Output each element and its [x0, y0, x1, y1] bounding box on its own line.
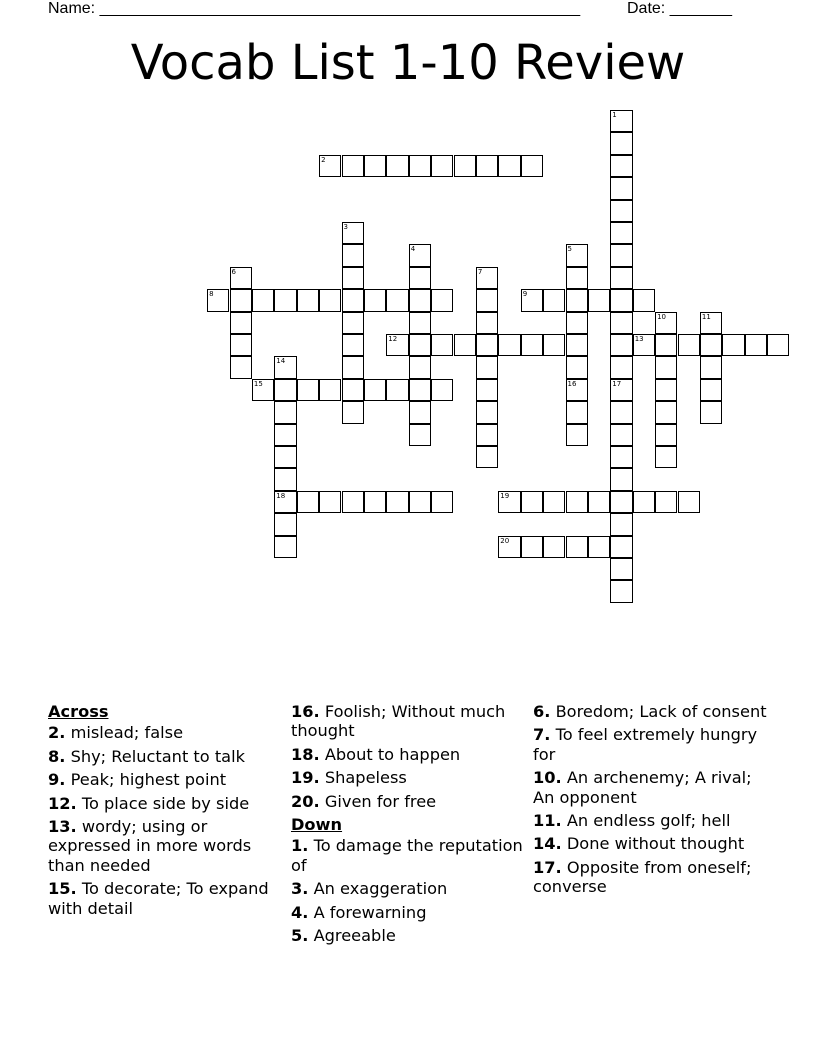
- grid-cell[interactable]: [319, 289, 341, 311]
- grid-cell[interactable]: [297, 491, 319, 513]
- grid-cell[interactable]: [521, 289, 543, 311]
- grid-cell[interactable]: [543, 334, 565, 356]
- clue-item: [291, 903, 523, 922]
- clue-item-text: A forewarning: [308, 902, 427, 922]
- grid-cell[interactable]: [610, 468, 632, 490]
- grid-cell[interactable]: [610, 267, 632, 289]
- grid-cell[interactable]: [342, 491, 364, 513]
- clue-item: [48, 723, 280, 742]
- clue-number: 20: [500, 536, 510, 545]
- clue-item-number: 12.: [48, 793, 77, 813]
- grid-cell[interactable]: [431, 289, 453, 311]
- clue-number: 5: [567, 245, 572, 254]
- grid-cell[interactable]: [655, 356, 677, 378]
- grid-cell[interactable]: [207, 289, 229, 311]
- grid-cell[interactable]: [566, 267, 588, 289]
- grid-cell[interactable]: [409, 379, 431, 401]
- grid-cell[interactable]: [364, 491, 386, 513]
- grid-cell[interactable]: [745, 334, 767, 356]
- clue-item-number: 4.: [291, 902, 309, 922]
- clue-item-text: Peak; highest point: [65, 770, 227, 790]
- grid-cell[interactable]: [633, 289, 655, 311]
- grid-cell[interactable]: [364, 289, 386, 311]
- grid-cell[interactable]: [476, 356, 498, 378]
- clue-number: 3: [343, 223, 348, 231]
- grid-cell[interactable]: [655, 379, 677, 401]
- clue-item-text: To damage the reputation of: [291, 836, 523, 875]
- grid-cell[interactable]: [566, 356, 588, 378]
- grid-cell[interactable]: [409, 491, 431, 513]
- clue-item-number: 2.: [48, 723, 66, 743]
- grid-cell[interactable]: [610, 244, 632, 266]
- clue-item-number: 19.: [291, 768, 320, 788]
- grid-cell[interactable]: [610, 155, 632, 177]
- name-field-label[interactable]: Name: ______________________________________________________: [48, 0, 581, 17]
- grid-cell[interactable]: [274, 468, 296, 490]
- grid-cell[interactable]: [700, 379, 722, 401]
- clue-item-number: 3.: [291, 879, 309, 899]
- grid-cell[interactable]: [431, 491, 453, 513]
- grid-cell[interactable]: [566, 401, 588, 423]
- grid-cell[interactable]: [566, 491, 588, 513]
- grid-cell[interactable]: [498, 536, 520, 558]
- grid-cell[interactable]: [610, 132, 632, 154]
- grid-cell[interactable]: [431, 379, 453, 401]
- clue-column-3: [533, 702, 769, 901]
- grid-cell[interactable]: [566, 424, 588, 446]
- clue-item: [48, 794, 280, 813]
- grid-cell[interactable]: [610, 491, 632, 513]
- grid-cell[interactable]: [543, 289, 565, 311]
- grid-cell[interactable]: [386, 491, 408, 513]
- clue-item-text: To decorate; To expand with detail: [48, 879, 269, 918]
- clue-item: [291, 926, 523, 945]
- clue-item-text: Done without thought: [561, 834, 745, 854]
- grid-cell[interactable]: [274, 424, 296, 446]
- grid-cell[interactable]: [610, 334, 632, 356]
- clue-number: 7: [477, 267, 483, 276]
- grid-cell[interactable]: [655, 446, 677, 468]
- clue-number: 4: [410, 245, 416, 254]
- grid-cell[interactable]: [498, 155, 520, 177]
- grid-cell[interactable]: [566, 312, 588, 334]
- clue-item: [291, 792, 523, 811]
- grid-cell[interactable]: [476, 267, 498, 289]
- clue-item-number: 10.: [533, 768, 562, 788]
- clue-number: 12: [388, 335, 398, 343]
- grid-cell[interactable]: [610, 580, 632, 602]
- grid-cell[interactable]: [252, 289, 274, 311]
- clue-item-text: To place side by side: [76, 793, 250, 813]
- clue-item-text: Agreeable: [308, 926, 396, 946]
- clue-item-text: An endless golf; hell: [561, 811, 731, 831]
- clue-item-number: 5.: [291, 926, 309, 946]
- grid-cell[interactable]: [498, 334, 520, 356]
- clue-item: [48, 879, 280, 918]
- grid-cell[interactable]: [342, 289, 364, 311]
- grid-cell[interactable]: [252, 379, 274, 401]
- grid-cell[interactable]: [566, 536, 588, 558]
- grid-cell[interactable]: [230, 289, 252, 311]
- grid-cell[interactable]: [386, 289, 408, 311]
- grid-cell[interactable]: [633, 334, 655, 356]
- grid-cell[interactable]: [566, 289, 588, 311]
- grid-cell[interactable]: [454, 334, 476, 356]
- grid-cell[interactable]: [409, 289, 431, 311]
- grid-cell[interactable]: [610, 446, 632, 468]
- clue-column-2: [291, 702, 523, 949]
- grid-cell[interactable]: [386, 379, 408, 401]
- grid-cell[interactable]: [342, 334, 364, 356]
- clue-number: 8: [209, 290, 214, 299]
- grid-cell[interactable]: [498, 491, 520, 513]
- grid-cell[interactable]: [319, 379, 341, 401]
- grid-cell[interactable]: [274, 289, 296, 311]
- grid-cell[interactable]: [274, 513, 296, 535]
- clue-item: [533, 702, 769, 721]
- grid-cell[interactable]: [633, 491, 655, 513]
- clue-item-text: An exaggeration: [308, 879, 448, 899]
- clue-item: [533, 858, 769, 897]
- clue-item-number: 14.: [533, 834, 562, 854]
- grid-cell[interactable]: [409, 244, 431, 266]
- grid-cell[interactable]: [409, 356, 431, 378]
- grid-cell[interactable]: [274, 356, 296, 378]
- grid-cell[interactable]: [588, 491, 610, 513]
- clue-item: [533, 768, 769, 807]
- grid-cell[interactable]: [409, 155, 431, 177]
- grid-cell[interactable]: [700, 401, 722, 423]
- grid-cell[interactable]: [476, 446, 498, 468]
- clue-item: [48, 817, 280, 875]
- clue-item: [48, 747, 280, 766]
- grid-cell[interactable]: [700, 334, 722, 356]
- grid-cell[interactable]: [655, 312, 677, 334]
- grid-cell[interactable]: [543, 491, 565, 513]
- clue-number: 9: [522, 290, 528, 299]
- clue-item-number: 13.: [48, 817, 77, 837]
- clue-number: 6: [231, 267, 236, 276]
- grid-cell[interactable]: [342, 379, 364, 401]
- grid-cell[interactable]: [319, 491, 341, 513]
- grid-cell[interactable]: [655, 424, 677, 446]
- clue-item-text: mislead; false: [65, 723, 184, 743]
- grid-cell[interactable]: [610, 222, 632, 244]
- clue-item-text: Given for free: [319, 791, 437, 811]
- clue-number: 14: [276, 357, 286, 366]
- grid-cell[interactable]: [588, 289, 610, 311]
- grid-cell[interactable]: [700, 356, 722, 378]
- grid-cell[interactable]: [521, 536, 543, 558]
- grid-cell[interactable]: [476, 379, 498, 401]
- grid-cell[interactable]: [476, 401, 498, 423]
- grid-cell[interactable]: [431, 334, 453, 356]
- grid-cell[interactable]: [342, 356, 364, 378]
- clue-item: [291, 745, 523, 764]
- clue-number: 11: [701, 312, 711, 321]
- clue-number: 15: [253, 379, 263, 388]
- grid-cell[interactable]: [342, 155, 364, 177]
- grid-cell[interactable]: [342, 244, 364, 266]
- grid-cell[interactable]: [364, 379, 386, 401]
- grid-cell[interactable]: [610, 558, 632, 580]
- grid-cell[interactable]: [566, 379, 588, 401]
- clue-item: [291, 702, 523, 741]
- grid-cell[interactable]: [431, 155, 453, 177]
- clue-column-1: [48, 702, 280, 922]
- clue-item-text: About to happen: [319, 744, 461, 764]
- grid-cell[interactable]: [610, 312, 632, 334]
- clue-number: 18: [276, 491, 286, 500]
- clue-item-text: Shapeless: [319, 768, 407, 788]
- grid-cell[interactable]: [274, 401, 296, 423]
- clue-item-number: 9.: [48, 770, 66, 790]
- grid-cell[interactable]: [678, 334, 700, 356]
- grid-cell[interactable]: [409, 312, 431, 334]
- grid-cell[interactable]: [722, 334, 744, 356]
- grid-cell[interactable]: [655, 491, 677, 513]
- clue-item-number: 16.: [291, 702, 320, 721]
- clue-item-number: 15.: [48, 879, 77, 899]
- grid-cell[interactable]: [409, 334, 431, 356]
- clue-item-number: 17.: [533, 857, 562, 877]
- clue-item-text: An archenemy; A rival; An opponent: [533, 768, 752, 807]
- grid-cell[interactable]: [297, 379, 319, 401]
- clue-item: [48, 770, 280, 789]
- clue-item-text: Foolish; Without much thought: [291, 702, 506, 741]
- clue-section-heading: Down: [291, 815, 343, 835]
- grid-cell[interactable]: [610, 401, 632, 423]
- grid-cell[interactable]: [274, 446, 296, 468]
- clue-section-heading: Across: [48, 702, 109, 721]
- grid-cell[interactable]: [274, 536, 296, 558]
- grid-cell[interactable]: [610, 289, 632, 311]
- grid-cell[interactable]: [610, 379, 632, 401]
- clue-item: [291, 836, 523, 875]
- grid-cell[interactable]: [274, 491, 296, 513]
- grid-cell[interactable]: [521, 491, 543, 513]
- grid-cell[interactable]: [386, 155, 408, 177]
- grid-cell[interactable]: [230, 356, 252, 378]
- grid-cell[interactable]: [230, 312, 252, 334]
- clue-item: [533, 811, 769, 830]
- clue-item-text: Shy; Reluctant to talk: [65, 746, 245, 766]
- grid-cell[interactable]: [678, 491, 700, 513]
- grid-cell[interactable]: [566, 244, 588, 266]
- clue-item-number: 7.: [533, 725, 551, 745]
- clue-item: [533, 834, 769, 853]
- grid-cell[interactable]: [588, 536, 610, 558]
- clue-item-number: 11.: [533, 811, 562, 831]
- grid-cell[interactable]: [655, 401, 677, 423]
- grid-cell[interactable]: [319, 155, 341, 177]
- grid-cell[interactable]: [342, 222, 364, 244]
- clue-item: [533, 725, 769, 764]
- clue-item-text: To feel extremely hungry for: [533, 725, 758, 764]
- grid-cell[interactable]: [610, 356, 632, 378]
- grid-cell[interactable]: [610, 536, 632, 558]
- clue-item-number: 8.: [48, 746, 66, 766]
- clue-item-number: 6.: [533, 702, 551, 721]
- grid-cell[interactable]: [454, 155, 476, 177]
- clue-number: 16: [567, 379, 577, 388]
- grid-cell[interactable]: [342, 401, 364, 423]
- grid-cell[interactable]: [297, 289, 319, 311]
- grid-cell[interactable]: [342, 267, 364, 289]
- grid-cell[interactable]: [566, 334, 588, 356]
- grid-cell[interactable]: [543, 536, 565, 558]
- grid-cell[interactable]: [476, 334, 498, 356]
- clue-item-text: Boredom; Lack of consent: [550, 702, 767, 721]
- grid-cell[interactable]: [610, 110, 632, 132]
- grid-cell[interactable]: [476, 312, 498, 334]
- grid-cell[interactable]: [409, 267, 431, 289]
- clue-item-number: 20.: [291, 791, 320, 811]
- clue-item-text: Opposite from oneself; converse: [533, 857, 752, 897]
- grid-cell[interactable]: [610, 424, 632, 446]
- grid-cell[interactable]: [476, 424, 498, 446]
- clue-item-text: wordy; using or expressed in more words than needed: [48, 817, 252, 875]
- clue-item-number: 18.: [291, 744, 320, 764]
- grid-cell[interactable]: [521, 334, 543, 356]
- grid-cell[interactable]: [610, 177, 632, 199]
- clue-item-number: 1.: [291, 836, 309, 856]
- clue-number: 1: [612, 111, 617, 119]
- grid-cell[interactable]: [230, 334, 252, 356]
- clue-item: [291, 879, 523, 898]
- grid-cell[interactable]: [230, 267, 252, 289]
- grid-cell[interactable]: [364, 155, 386, 177]
- grid-cell[interactable]: [476, 289, 498, 311]
- grid-cell[interactable]: [655, 334, 677, 356]
- grid-cell[interactable]: [700, 312, 722, 334]
- clue-number: 10: [657, 312, 667, 321]
- grid-cell[interactable]: [610, 200, 632, 222]
- clue-item: [291, 768, 523, 787]
- grid-cell[interactable]: [274, 379, 296, 401]
- grid-cell[interactable]: [610, 513, 632, 535]
- date-field-label[interactable]: Date: _______: [627, 0, 732, 17]
- grid-cell[interactable]: [521, 155, 543, 177]
- clue-number: 17: [612, 379, 622, 388]
- clue-number: 2: [321, 155, 326, 164]
- grid-cell[interactable]: [409, 424, 431, 446]
- clue-number: 19: [500, 491, 510, 500]
- grid-cell[interactable]: [409, 401, 431, 423]
- grid-cell[interactable]: [476, 155, 498, 177]
- page-title: Vocab List 1-10 Review: [130, 35, 686, 91]
- grid-cell[interactable]: [342, 312, 364, 334]
- clue-number: 13: [634, 335, 644, 343]
- grid-cell[interactable]: [386, 334, 408, 356]
- grid-cell[interactable]: [767, 334, 789, 356]
